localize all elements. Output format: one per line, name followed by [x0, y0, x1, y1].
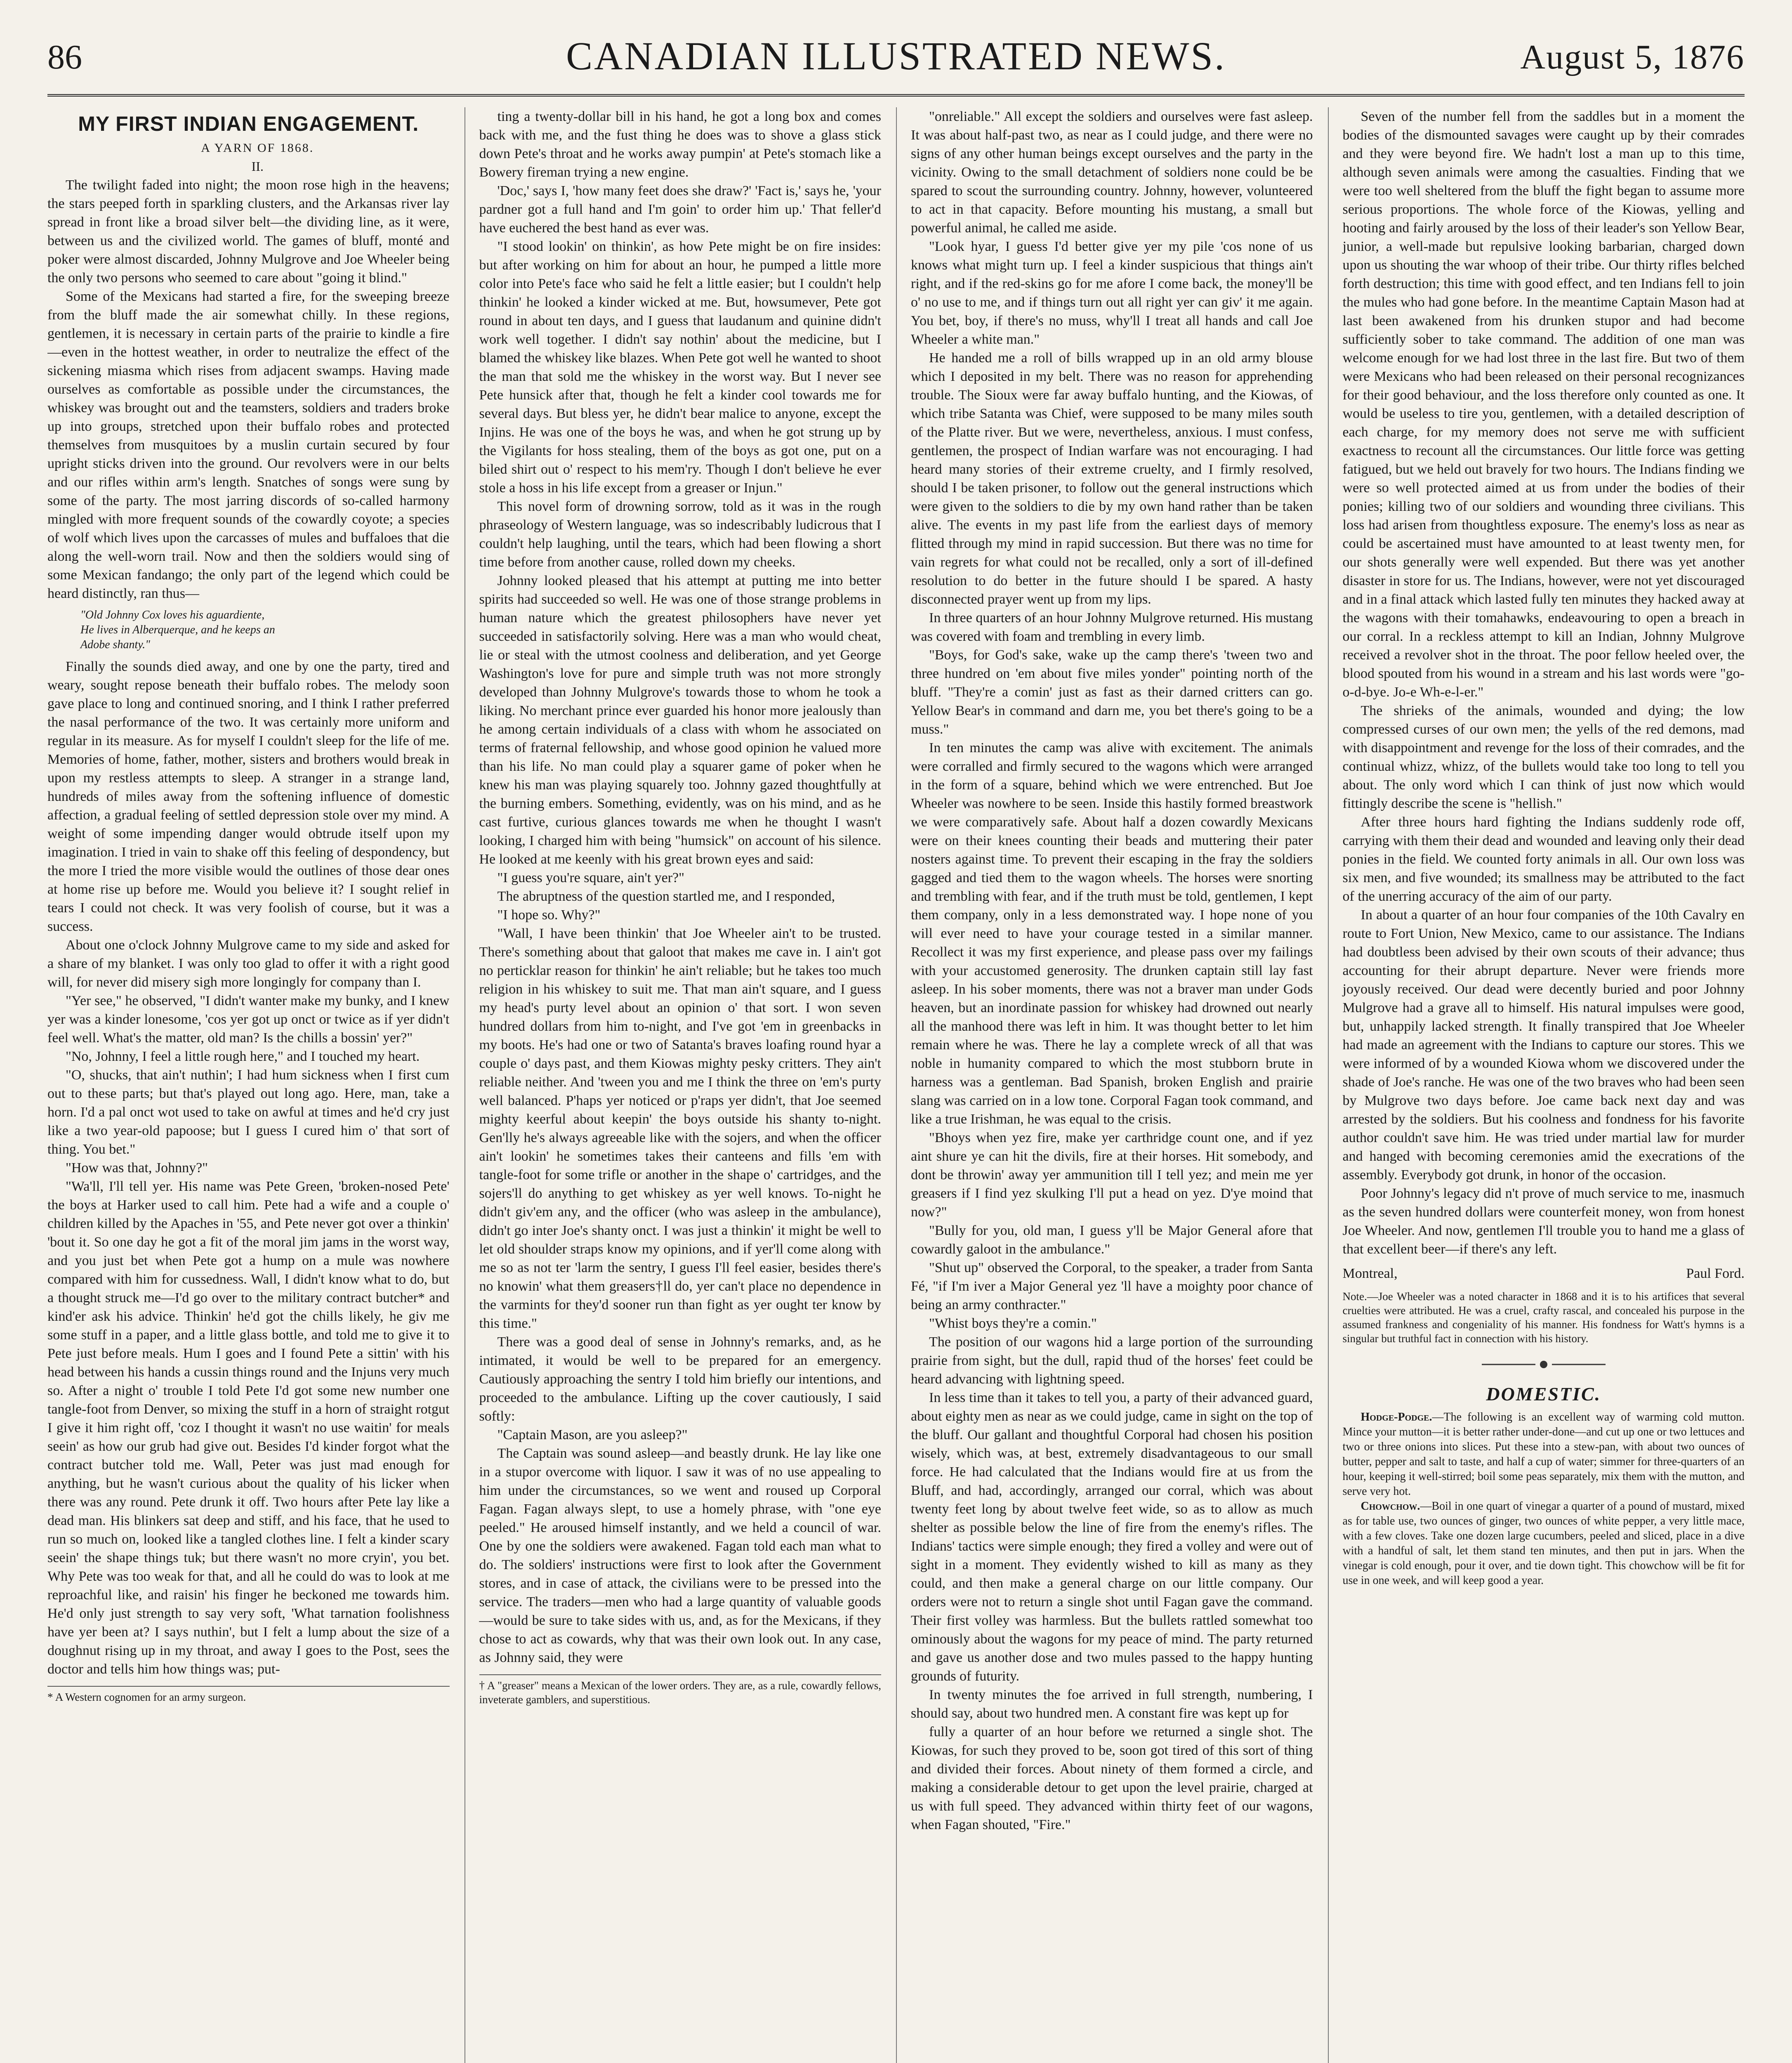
paragraph: "Captain Mason, are you asleep?" — [497, 1427, 688, 1442]
masthead — [47, 29, 1745, 95]
paragraph: "Boys, for God's sake, wake up the camp there's 'tween two and three hundred on 'em about five miles yonder" pointing north of the bluff. "They're a comin' just as fast as their darned critters can go. Yellow Bear's in command and darn me, you bet there's going to be a muss." — [911, 647, 1313, 737]
paragraph: "Whist boys they're a comin." — [929, 1316, 1097, 1331]
domestic-title: DOMESTIC. — [1486, 1383, 1601, 1404]
article-part: II. — [251, 159, 264, 174]
verse-line: "Old Johnny Cox loves his aguardiente, — [80, 609, 265, 621]
paragraph: "Wa'll, I'll tell yer. His name was Pete Green, 'broken-nosed Pete' the boys at Harker used to call him. Pete had a wife and a couple o' children killed by the Apaches in '55, and Pete never got over a thinkin' 'bout it. So one day he got a fit of the moral jim jams in the worst way, and you just bet when Pete got a hump on a mule was nowhere compared with him for cussedness. Wall, I didn't know what to do, but a thought struck me—I'd go over to the military contract butcher* and kind'er ask his advice. Thinkin' he'd got the chills likely, he giv me some stuff in a paper, and a little glass bottle, and told me to give it to Pete just before meals. Hum I goes and I found Pete a sittin' with his head between his hands a cussin things round and the Injuns very much so. After a night o' trouble I told Pete I'd got some new number one tangle-foot from Denver, so mixing the stuff in a horn of straight rotgut I give it him right off, 'coz I thought it wasn't no use waitin' for meals seein' as how our grub had give out. Besides I'd kinder forgot what the contract butcher told me. Wall, Peter was just mad enough for anything, but he wasn't curious about the quality of his licker when there was any round. Pete drunk it off. Two hours after Pete lay like a dead man. His blinkers sat deep and stiff, and his face, that he used to run so much on, looked like a tangled clothes line. I felt a kinder scary seein' the shape things tuk; but there wasn't no more cryin', you bet. Why Pete was too weak for that, and all he could do was to look at me reproachful like, and raisin' his finger he beckoned me towards him. He'd only just strength to say very soft, 'What tarnation foolishness have yer been at? I says nuthin', but I felt a lump about the size of a doughnut rising up in my throat, and away I goes to the Post, sees the doctor and tells him how things was; put- — [47, 1179, 450, 1677]
paragraph: There was a good deal of sense in Johnny's remarks, and, as he intimated, it would be well to be prepared for an emergency. Cautiously approaching the sentry I told him briefly our intentions, and proceeded to the ambulance. Lifting up the cover cautiously, I said softly: — [479, 1334, 881, 1424]
recipe-name: Chowchow. — [1361, 1500, 1420, 1513]
paragraph: The shrieks of the animals, wounded and dying; the low compressed curses of our own men; the yells of the red demons, mad with disappointment and revenge for the loss of their comrades, and the continual whizz, whizz, of the bullets would take too long to tell you about. The only word which I can think of just now which would fittingly describe the scene is "hellish." — [1342, 703, 1745, 811]
paragraph: Poor Johnny's legacy did n't prove of much service to me, inasmuch as the seven hundred dollars were counterfeit money, won from honest Joe Wheeler. And now, gentlemen I'll trouble you to hand me a glass of that excellent beer—if there's any left. — [1342, 1186, 1745, 1257]
column-3 — [896, 107, 1313, 2063]
divider-ornament-icon — [1482, 1358, 1606, 1371]
footnote: * A Western cognomen for an army surgeon. — [47, 1686, 450, 1704]
paragraph: After three hours hard fighting the Indians suddenly rode off, carrying with them their dead and wounded and leaving only their dead ponies in the field. We counted forty animals in all. Our own loss was six men, and five wounded; its smallness may be attributed to the fact of the unerring accuracy of the aim of our party. — [1342, 814, 1745, 904]
paragraph: "No, Johnny, I feel a little rough here," and I touched my heart. — [66, 1049, 420, 1064]
paragraph: Some of the Mexicans had started a fire, for the sweeping breeze from the bluff made the air somewhat chilly. In these regions, gentlemen, it is necessary in certain parts of the prairie to kindle a fire—even in the hottest weather, in order to neutralize the effect of the sickening miasma which rises from adjacent swamps. Having made ourselves as comfortable as possible under the circumstances, the whiskey was brought out and the teamsters, soldiers and traders broke up into groups, stretched upon their buffalo robes and protected themselves from musquitoes by a muslin curtain secured by four upright sticks driven into the ground. Our revolvers were in our belts and our rifles within arm's length. Snatches of songs were sung by some of the party. The most jarring discords of so-called harmony mingled with more frequent sounds of the cowardly coyote; a species of wolf which lives upon the carcasses of mules and buffaloes that die along the well-worn trail. Now and then the soldiers would sing of some Mexican fandango; the only part of the legend which could be heard distinctly, ran thus— — [47, 289, 450, 601]
paragraph: "Wall, I have been thinkin' that Joe Wheeler ain't to be trusted. There's something about that galoot that makes me cave in. I ain't got no perticklar reason for thinkin' he ain't reliable; but he takes too much religion in his whiskey to suit me. That man ain't square, and I guess my head's purty level about an opinion o' that sort. I won seven hundred dollars from him to-night, and I've got 'em in greenbacks in my boots. He's had one or two of Satanta's braves loafing round hyar a couple o' days past, and them Kiowas mighty pesky critters. They ain't reliable neither. And 'tween you and me I think the three on 'em's purty well balanced. P'haps yer noticed or p'raps yer didn't, that Joe seemed mighty keerful about keepin' the boys outside his shanty to-night. Gen'lly he's always agreeable like with the sojers, and when the officer ain't lookin' he sometimes takes their canteens and fills 'em with tangle-foot for some trifle or another in the shape o' cartridges, and the sojers'll do anything to get whiskey as yer well knows. To-night he didn't giv'em any, and the officer (who was asleep in the ambulance), didn't go inter Joe's shanty onct. I was just a thinkin' it might be well to let old shoulder straps know my opinions, and if yer'll come along with me so as not ter 'larm the sentry, I guess I'll feel easier, besides there's no knowin' what them greasers†ll do, yer can't place no dependence in the varmints for they'd sooner run than fight as yer ought ter know by this time." — [479, 926, 881, 1331]
column-2 — [465, 107, 882, 2063]
author: Paul Ford. — [1686, 1266, 1745, 1281]
paragraph: Finally the sounds died away, and one by one the party, tired and weary, sought repose beneath their buffalo robes. The melody soon gave place to long and continued snoring, and I think I rather preferred the nasal performance of the two. It was certainly more uniform and regular in its measure. As for myself I couldn't sleep for the life of me. Memories of home, father, mother, sisters and brothers would break in upon my restless attempts to sleep. A stranger in a strange land, hundreds of miles away from the softening influence of domestic affection, a gradual feeling of settled depression stole over my mind. A weight of some impending danger would obtrude itself upon my imagination. I tried in vain to shake off this feeling of despondency, but the more I tried the more visible would the outlines of those dear ones at home rise up before me. Would you believe it? I sought relief in tears I could not check. It was very foolish of course, but it was a success. — [47, 659, 450, 934]
page-number: 86 — [47, 38, 82, 76]
recipe — [1343, 1499, 1745, 1588]
paragraph: "Bhoys when yez fire, make yer carthridge count one, and if yez aint shure ye can hit the divils, fire at their horses. Hit somebody, and dont be throwin' away yer ammunition till I tell yez; and mein me yer greasers if I find yez skulking I'll put a head on yez. D'ye moind that now?" — [911, 1130, 1313, 1220]
recipe-text: —The following is an excellent way of warming cold mutton. Mince your mutton—it is better rather under-done—and cut up one or two lettuces and two or three onions into slices. Put these into a stew-pan, with about two ounces of butter, pepper and salt to taste, and half a cup of water; simmer for three-quarters of an hour, keeping it well-stirred; boil some peas separately, mix them with the mutton, and serve very hot. — [1342, 1411, 1745, 1498]
paragraph: "Shut up" observed the Corporal, to the speaker, a trader from Santa Fé, "if I'm iver a Major General yez 'll have a moighty poor chance of being an army conthracter." — [911, 1260, 1313, 1312]
paragraph: "How was that, Johnny?" — [66, 1160, 208, 1175]
paragraph: In less time than it takes to tell you, a party of their advanced guard, about eighty men as near as we could judge, came in sight on the top of the bluff. Our gallant and thoughtful Corporal had chosen his position wisely, which was, at best, extremely disadvantageous to our small force. He had calculated that the Indians would fire at us from the Bluff, and had, accordingly, arranged our corral, which was about twenty feet long by about twelve feet wide, so as to allow as much shelter as possible below the line of fire from the enemy's rifles. The Indians' tactics were simple enough; they fired a volley and were out of sight in a moment. They evidently wished to kill as many as they could, and then make a general charge on our little company. Our orders were not to return a single shot until Fagan gave the command. Their first volley was harmless. But the bullets rattled somewhat too ominously about the wagons for my peace of mind. The party returned and gave us another dose and two mules passed to the happy hunting grounds of futurity. — [911, 1390, 1313, 1684]
recipe — [1343, 1410, 1745, 1499]
paragraph: ting a twenty-dollar bill in his hand, he got a long box and comes back with me, and the fust thing he does was to shove a glass stick down Pete's throat and he works away pumpin' at Pete's stomach like a Bowery fireman trying a new engine. — [479, 109, 881, 180]
paragraph: He handed me a roll of bills wrapped up in an old army blouse which I deposited in my belt. There was no reason for apprehending trouble. The Sioux were far away buffalo hunting, and the Kiowas, of which tribe Satanta was Chief, were supposed to be many miles south of the Platte river. But we were, nevertheless, anxious. I must confess, gentlemen, the prospect of Indian warfare was not encouraging. I had heard many stories of their extreme cruelty, and I firmly resolved, should I be taken prisoner, to follow out the general instructions which were given to the soldiers to die by my own hand rather than be taken alive. The events in my past life from the earliest days of memory flitted through my mind in rapid succession. But there was no time for vain regrets for what could not be recalled, only a sort of ill-defined resolution to do better in the future should I be spared. A hasty disconnected prayer went up from my lips. — [911, 350, 1313, 607]
article-subtitle: A YARN OF 1868. — [201, 141, 314, 155]
signature — [1343, 1264, 1745, 1283]
paragraph: "O, shucks, that ain't nuthin'; I had hum sickness when I first cum out to these parts; but that's played out long ago. Here, man, take a horn. I'd a pal onct wot used to take on awful at times and he'd cry just like a two year-old papoose; but I guess I cured him o' that sort of thing. You bet." — [47, 1067, 450, 1157]
paragraph: "Yer see," he observed, "I didn't wanter make my bunky, and I knew yer was a kinder lonesome, 'cos yer got up onct or twice as if yer didn't feel well. What's the matter, old man? Is the chills a bossin' yer?" — [47, 993, 450, 1046]
recipe-name: Hodge-Podge. — [1361, 1411, 1432, 1423]
recipe-text: —Boil in one quart of vinegar a quarter of a pound of mustard, mixed as for table use, two ounces of ginger, two ounces of white pepper, a very little mace, with a few cloves. Take one dozen large cucumbers, peeled and sliced, place in a dive with a handful of salt, let them stand ten minutes, and then put in jars. When the vinegar is cold enough, pour it over, and tie down tight. This chowchow will be fit for use in one week, and will keep good a year. — [1342, 1500, 1745, 1587]
paragraph: This novel form of drowning sorrow, told as it was in the rough phraseology of Western language, was so indescribably ludicrous that I couldn't help laughing, until the tears, which had been flowing a short time before from another cause, rolled down my cheeks. — [479, 499, 881, 570]
paragraph: "Look hyar, I guess I'd better give yer my pile 'cos none of us knows what might turn up. I feel a kinder suspicious that things ain't right, and if the red-skins go for me afore I come back, the money'll be o' no use to me, and if things turn out all right yer can giv' it me again. You bet, boy, if there's no muss, why'll I treat all hands and call Joe Wheeler a white man." — [911, 239, 1313, 347]
column-1 — [47, 107, 450, 2063]
paragraph: "I guess you're square, ain't yer?" — [497, 870, 685, 885]
masthead-rule — [47, 94, 1745, 97]
paragraph: The twilight faded into night; the moon rose high in the heavens; the stars peeped forth in sparkling clusters, and the Arkansas river lay spread in front like a broad silver belt—the dividing line, as it were, between us and the civilized world. The games of bluff, monté and poker were almost discarded, Johnny Mulgrove and Joe Wheeler being the only two persons who seemed to care about "going it blind." — [47, 177, 450, 286]
paragraph: The abruptness of the question startled me, and I responded, — [497, 889, 835, 904]
paragraph: "I hope so. Why?" — [497, 907, 601, 923]
editor-note: Note.—Joe Wheeler was a noted character in 1868 and it is to his artifices that several cruelties were attributed. He was a cruel, crafty rascal, and concealed his purpose in the assumed frankness and congeniality of his manner. His fondness for Watt's hymns is a singular but truthful fact in connection with his history. — [1342, 1290, 1745, 1345]
paragraph: "I stood lookin' on thinkin', as how Pete might be on fire insides: but after working on him for about an hour, he pumped a little more color into Pete's face who said he felt a little easier; but I couldn't help thinkin' he looked a kinder wicked at me. But, howsumever, Pete got round in about ten days, and I guess that laudanum and quinine didn't work well together. I didn't say nothin' about the medicine, but I blamed the whiskey like blazes. When Pete got well he wanted to shoot the man that sold me the whiskey in the worst way. But I never see Pete hunsick after that, though he felt a kinder cool towards me for several days. But bless yer, he didn't bear malice to anyone, except the Injins. He was one of the boys he was, and when he got strung up by the Vigilants for hoss stealing, them of the boys as got one, put on a biled shirt out o' respect to his mem'ry. Though I don't believe he ever stole a hoss in his life except from a greaser or Injun." — [479, 239, 881, 496]
newspaper-title: CANADIAN ILLUSTRATED NEWS. — [566, 34, 1226, 78]
columns — [47, 107, 1745, 2063]
paragraph: About one o'clock Johnny Mulgrove came to my side and asked for a share of my blanket. I was only too glad to offer it with a right good will, for never did misery sigh more longingly for company than I. — [47, 937, 450, 990]
place: Montreal, — [1342, 1266, 1398, 1281]
song-verse — [80, 608, 450, 652]
paragraph: The Captain was sound asleep—and beastly drunk. He lay like one in a stupor overcome with liquor. I saw it was of no use appealing to him under the circumstances, so we went and roused up Corporal Fagan. Fagan always slept, to use a homely phrase, with "one eye peeled." He aroused himself instantly, and we held a council of war. One by one the soldiers were awakened. Fagan told each man what to do. The soldiers' instructions were first to look after the Government stores, and in case of attack, the civilians were to be pressed into the service. The traders—men who had a large quantity of valuable goods—would be sure to take sides with us, and, as for the Mexicans, if they chose to act as cowards, why that was their own look out. In any case, as Johnny said, they were — [479, 1446, 881, 1665]
paragraph: In about a quarter of an hour four companies of the 10th Cavalry en route to Fort Union, New Mexico, came to our assistance. The Indians had doubtless been advised by their own scouts of their advance; thus accounting for their abrupt departure. Never were friends more joyously received. Our dead were decently buried and poor Johnny Mulgrove had a grave all to himself. His natural impulses were good, but, unhappily lacked strength. It finally transpired that Joe Wheeler had made an agreement with the Indians to capture our stores. This we were informed of by a wounded Kiowa whom we discovered under the shade of Joe's ranche. He was one of the two braves who had been seen by Mulgrove two days before. Joe came back next day and was arrested by the soldiers. But his coolness and fondness for his favorite author couldn't save him. He was tried under martial law for murder and hanged with becoming ceremonies amid the execrations of the assembly. Everybody got drunk, in honor of the occasion. — [1342, 907, 1745, 1183]
verse-line: He lives in Alberquerque, and he keeps an — [80, 623, 275, 636]
paragraph: Seven of the number fell from the saddles but in a moment the bodies of the dismounted savages were caught up by their comrades and they were beyond fire. We hadn't lost a man up to this time, although seven animals were among the casualties. Finding that we were too well sheltered from the bluff the fight began to assume more serious proportions. The whole force of the Kiowas, yelling and hooting and fairly aroused by the loss of their leader's son Yellow Bear, junior, a well-made but repulsive looking barbarian, charged down upon us shouting the war whoop of their tribe. Our thirty rifles belched forth destruction; this time with good effect, and ten Indians fell to join the mules who had gone before. In the meantime Captain Mason had at last been awakened from his drunken stupor and had become sufficiently sober to take command. The addition of one man was welcome enough for we had lost three in the last fire. But two of them were Mexicans who had been released on their personal recognizances for their good behaviour, and the loss therefore only counted as one. It would be useless to tire you, gentlemen, with a detailed description of each charge, for my memory does not serve me with sufficient exactness to recount all the circumstances. Our little force was getting fatigued, but we held out bravely for two hours. The Indians finding we were so well protected aimed at us from under the bodies of their ponies; killing two of our soldiers and wounding three civilians. This loss had arisen from thoughtless exposure. The enemy's loss as near as could be ascertained must have amounted to at least twenty men, for our shots generally were well expended. But there was yet another disaster in store for us. The Indians, however, were not yet discouraged and in a final attack which lasted fully ten minutes they hacked away at the wagons with their tomahawks, endeavouring to open a breach in our corral. In a reckless attempt to kill an Indian, Johnny Mulgrove received a revolver shot in the throat. The poor fellow heeled over, the blood spouted from his wound in a stream and his last words were "go-o-d-bye. Jo-e Wh-e-l-er." — [1342, 109, 1745, 700]
section-divider — [1343, 1358, 1745, 1376]
footnote: † A "greaser" means a Mexican of the lower orders. They are, as a rule, cowardly fellows, inveterate gamblers, and superstitious. — [479, 1674, 882, 1707]
paragraph: "onreliable." All except the soldiers and ourselves were fast asleep. It was about half-past two, as near as I could judge, and there were no signs of any other human beings except ourselves and the party in the vicinity. Owing to the small detachment of soldiers none could be be spared to scout the surrounding country. Johnny, however, volunteered to act in that capacity. Before mounting his mustang, a small but powerful animal, he called me aside. — [911, 109, 1313, 236]
paragraph: fully a quarter of an hour before we returned a single shot. The Kiowas, for such they proved to be, soon got tired of this sort of thing and divided their forces. About ninety of them formed a circle, and making a considerable detour to get upon the level prairie, charged at us with full speed. They advanced within thirty feet of our wagons, when Fagan shouted, "Fire." — [911, 1724, 1313, 1832]
paragraph: "Bully for you, old man, I guess y'll be Major General afore that cowardly galoot in the ambulance." — [911, 1223, 1313, 1257]
paragraph: In three quarters of an hour Johnny Mulgrove returned. His mustang was covered with foam and trembling in every limb. — [911, 610, 1313, 644]
verse-line: Adobe shanty." — [80, 638, 150, 651]
paragraph: 'Doc,' says I, 'how many feet does she draw?' 'Fact is,' says he, 'your pardner got a full hand and I'm goin' to order him up.' That feller'd have euchered the best hand as ever was. — [479, 183, 881, 236]
article-title: MY FIRST INDIAN ENGAGEMENT. — [78, 112, 419, 135]
paragraph: In ten minutes the camp was alive with excitement. The animals were corralled and firmly secured to the wagons which were arranged in the form of a square, behind which we were entrenched. But Joe Wheeler was nowhere to be seen. Inside this hastily formed breastwork we were comparatively safe. About half a dozen cowardly Mexicans were on their knees counting their beads and muttering their pater nosters against time. To prevent their escaping in the fray the soldiers gagged and tied them to the wagon wheels. The horses were snorting and trembling with fear, and if the truth must be told, gentlemen, I kept them company, only in a less demonstrated way. I hope none of you will ever need to have your courage tested in a similar manner. Recollect it was my first experience, and please pass over my failings with your accustomed generosity. The drunken captain still lay fast asleep. In his sober moments, there was not a braver man under Gods heaven, but an inordinate passion for whiskey had drowned out nearly all the manhood there was left in him. It was thought better to let him remain where he was. There he lay a complete wreck of all that was noble in humanity compared to which the most stubborn brute in harness was a gentleman. Bad Spanish, broken English and prairie slang was carried on in a low tone. Corporal Fagan took command, and like a true Irishman, he was equal to the crisis. — [911, 740, 1313, 1127]
paragraph: In twenty minutes the foe arrived in full strength, numbering, I should say, about two hundred men. A constant fire was kept up for — [911, 1687, 1313, 1721]
paragraph: The position of our wagons hid a large portion of the surrounding prairie from sight, but the dull, rapid thud of the horses' feet could be heard advancing with lightning speed. — [911, 1334, 1313, 1387]
column-4 — [1328, 107, 1745, 2063]
paragraph: Johnny looked pleased that his attempt at putting me into better spirits had succeeded so well. He was one of those strange problems in human nature which the greatest philosophers have never yet succeeded in satisfactorily solving. Here was a man who would cheat, lie or steal with the utmost coolness and deliberation, and yet George Washington's love for pure and simple truth was not more strongly developed than Johnny Mulgrove's towards those to whom he took a liking. No merchant prince ever guarded his honor more jealously than he among certain individuals of a class with whom he associated on terms of fraternal fellowship, and whose good opinion he valued more than his life. No man could play a squarer game of poker when he knew his man was playing squarely too. Johnny gazed thoughtfully at the burning embers. Something, evidently, was on his mind, and as he cast furtive, curious glances towards me when he thought I wasn't looking, I charged him with being "humsick" on account of his silence. He looked at me keenly with his great brown eyes and said: — [479, 573, 881, 867]
issue-date: August 5, 1876 — [1520, 38, 1745, 76]
